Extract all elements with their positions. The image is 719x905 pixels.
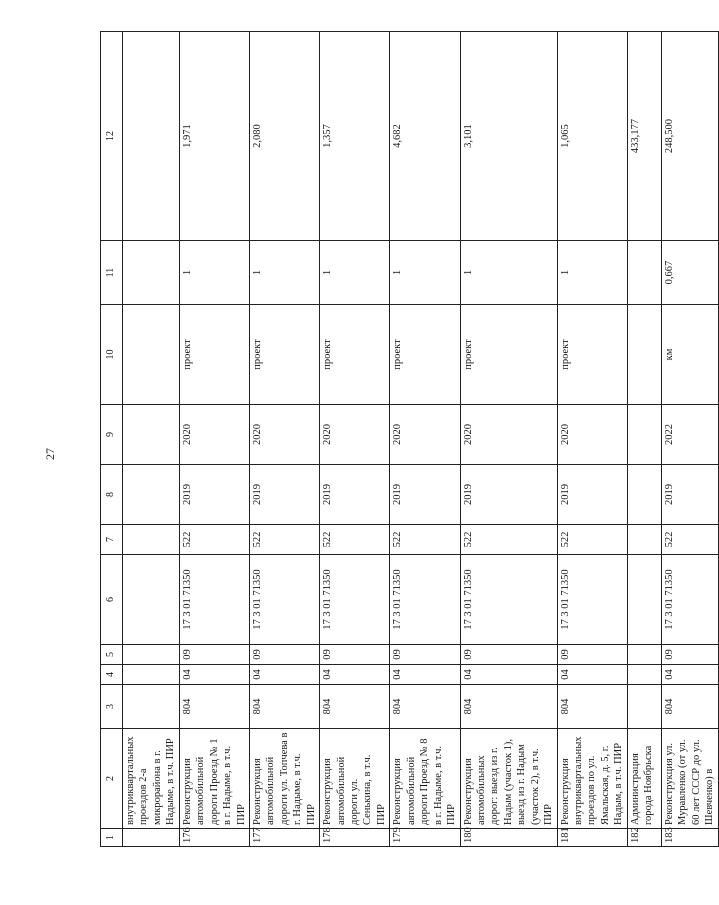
table-cell: 17 3 01 71350	[661, 555, 718, 645]
table-cell: 433,177	[627, 32, 661, 241]
table-cell: 3,101	[460, 32, 557, 241]
table-cell: км	[661, 305, 718, 405]
table-cell: 1	[390, 241, 460, 305]
table-cell: 04	[460, 665, 557, 685]
table-cell	[627, 405, 661, 465]
row-number: 182	[627, 829, 661, 847]
table-container	[100, 32, 716, 847]
table-cell: 2020	[249, 405, 319, 465]
header-cell: 12	[101, 32, 123, 241]
table-cell: 04	[179, 665, 249, 685]
table-cell: 522	[320, 525, 390, 555]
table-cell: 522	[390, 525, 460, 555]
table-cell: 1,357	[320, 32, 390, 241]
description-cell: Реконструкция автомобильных дорог: выезд из г. Надым (участок 1), выезд из г. Надым (участок 2), в т.ч. ПИР	[460, 729, 557, 829]
rotated-page-area	[100, 32, 716, 847]
table-cell: 1,065	[557, 32, 627, 241]
table-cell: 09	[249, 645, 319, 665]
table-cell: 1	[557, 241, 627, 305]
table-cell: 2020	[320, 405, 390, 465]
table-cell: 04	[661, 665, 718, 685]
row-number: 176	[179, 829, 249, 847]
header-cell: 8	[101, 465, 123, 525]
table-row	[661, 32, 718, 847]
description-cell: Реконструкция автомобильной дороги ул. Топчева в г. Надыме, в т.ч. ПИР	[249, 729, 319, 829]
header-cell: 10	[101, 305, 123, 405]
table-cell	[627, 525, 661, 555]
table-cell	[627, 645, 661, 665]
table-cell	[123, 305, 180, 405]
table-cell: 804	[320, 685, 390, 729]
row-number	[123, 829, 180, 847]
table-cell: 1	[249, 241, 319, 305]
table-cell: 804	[557, 685, 627, 729]
header-cell: 11	[101, 241, 123, 305]
table-cell: 522	[249, 525, 319, 555]
table-cell: 09	[320, 645, 390, 665]
table-cell: 2,080	[249, 32, 319, 241]
table-cell: 2019	[179, 465, 249, 525]
row-number: 183	[661, 829, 718, 847]
table-cell: 522	[557, 525, 627, 555]
table-cell: 2019	[661, 465, 718, 525]
description-cell: Администрация города Ноябрьска	[627, 729, 661, 829]
table-cell: 17 3 01 71350	[249, 555, 319, 645]
header-row	[101, 32, 123, 847]
table-cell: 2019	[249, 465, 319, 525]
description-cell: Реконструкция автомобильной дороги Проезд № 8 в г. Надыме, в т.ч. ПИР	[390, 729, 460, 829]
table-cell: 17 3 01 71350	[179, 555, 249, 645]
header-cell: 3	[101, 685, 123, 729]
header-cell: 4	[101, 665, 123, 685]
table-cell	[627, 241, 661, 305]
table-row	[390, 32, 460, 847]
table-cell: 1	[179, 241, 249, 305]
table-cell	[123, 465, 180, 525]
table-cell: 17 3 01 71350	[320, 555, 390, 645]
table-cell: проект	[557, 305, 627, 405]
table-cell	[627, 665, 661, 685]
row-number: 181	[557, 829, 627, 847]
table-cell	[123, 405, 180, 465]
table-cell: 04	[557, 665, 627, 685]
table-row	[123, 32, 180, 847]
table-cell: проект	[320, 305, 390, 405]
table-cell: 2020	[460, 405, 557, 465]
row-number: 178	[320, 829, 390, 847]
table-cell: 522	[179, 525, 249, 555]
description-cell: Реконструкция ул. Муравленко (от ул. 60 лет СССР до ул. Шевченко) в	[661, 729, 718, 829]
table-cell: 1	[460, 241, 557, 305]
table-cell	[123, 685, 180, 729]
table-cell	[627, 555, 661, 645]
data-table	[100, 31, 719, 847]
table-cell	[627, 465, 661, 525]
table-cell: 04	[390, 665, 460, 685]
page-number: 27	[43, 448, 57, 460]
table-cell: 2019	[390, 465, 460, 525]
row-number: 180	[460, 829, 557, 847]
table-row	[249, 32, 319, 847]
description-cell: внутриквартальных проездов 2-а микрорайона в г. Надыме, в т.ч. ПИР	[123, 729, 180, 829]
table-cell: 04	[320, 665, 390, 685]
table-cell: 522	[661, 525, 718, 555]
table-cell: проект	[390, 305, 460, 405]
table-row	[320, 32, 390, 847]
table-cell: 2020	[179, 405, 249, 465]
header-cell: 2	[101, 729, 123, 829]
table-row	[460, 32, 557, 847]
table-cell: 09	[661, 645, 718, 665]
table-cell: 2022	[661, 405, 718, 465]
table-cell: 804	[390, 685, 460, 729]
table-cell	[627, 305, 661, 405]
table-row	[627, 32, 661, 847]
table-cell	[123, 525, 180, 555]
description-cell: Реконструкция автомобильной дороги ул. Сенькина, в т.ч. ПИР	[320, 729, 390, 829]
table-row	[179, 32, 249, 847]
table-cell: 09	[179, 645, 249, 665]
row-number: 179	[390, 829, 460, 847]
table-cell: 17 3 01 71350	[460, 555, 557, 645]
table-cell	[123, 665, 180, 685]
header-cell: 5	[101, 645, 123, 665]
header-cell: 1	[101, 829, 123, 847]
table-cell: 2020	[557, 405, 627, 465]
description-cell: Реконструкция внутриквартальных проездов по ул. Ямальская, д. 5, г. Надым, в т.ч. ПИР	[557, 729, 627, 829]
table-cell: проект	[179, 305, 249, 405]
table-cell: 804	[179, 685, 249, 729]
table-cell	[627, 685, 661, 729]
table-cell: 2019	[460, 465, 557, 525]
table-cell: 804	[661, 685, 718, 729]
table-cell: 248,500	[661, 32, 718, 241]
table-cell: 09	[460, 645, 557, 665]
table-cell	[123, 241, 180, 305]
table-cell: 804	[249, 685, 319, 729]
table-cell: 804	[460, 685, 557, 729]
table-cell: 4,682	[390, 32, 460, 241]
table-cell: 17 3 01 71350	[557, 555, 627, 645]
header-cell: 6	[101, 555, 123, 645]
table-cell: 522	[460, 525, 557, 555]
table-cell	[123, 645, 180, 665]
table-cell: 09	[390, 645, 460, 665]
table-cell: проект	[460, 305, 557, 405]
description-cell: Реконструкция автомобильной дороги Проезд № 1 в г. Надыме, в т.ч. ПИР	[179, 729, 249, 829]
row-number: 177	[249, 829, 319, 847]
table-cell: 2020	[390, 405, 460, 465]
header-cell: 9	[101, 405, 123, 465]
table-cell: 0,667	[661, 241, 718, 305]
table-cell: 09	[557, 645, 627, 665]
header-cell: 7	[101, 525, 123, 555]
table-cell: 17 3 01 71350	[390, 555, 460, 645]
table-cell	[123, 32, 180, 241]
table-cell: 04	[249, 665, 319, 685]
table-cell: 2019	[320, 465, 390, 525]
table-cell: 1,971	[179, 32, 249, 241]
table-cell: проект	[249, 305, 319, 405]
table-cell: 1	[320, 241, 390, 305]
table-row	[557, 32, 627, 847]
table-cell	[123, 555, 180, 645]
table-cell: 2019	[557, 465, 627, 525]
